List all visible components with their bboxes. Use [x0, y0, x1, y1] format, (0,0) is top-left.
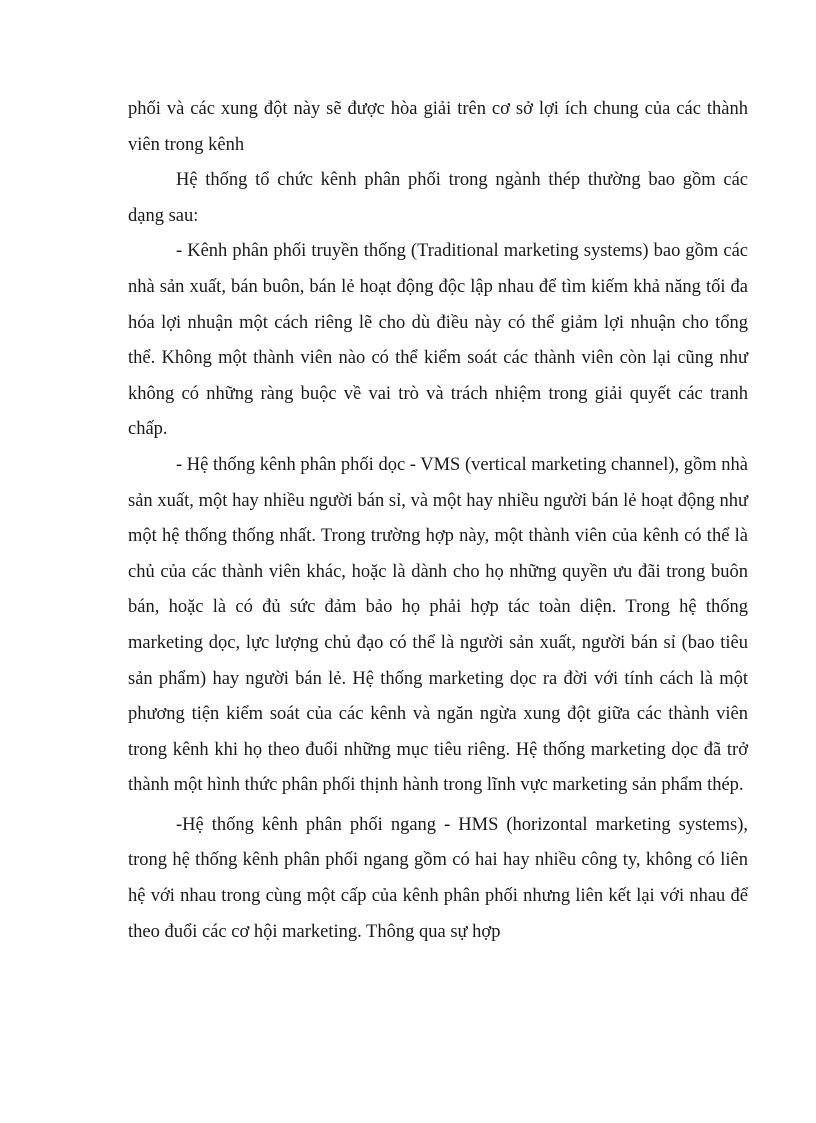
- paragraph-vertical-channel: - Hệ thống kênh phân phối dọc - VMS (vertical marketing channel), gồm nhà sản xuất, một hay nhiều người bán sỉ, và một hay nhiều người bán lẻ hoạt động như một hệ thống thống nhất. Trong trường hợp này, một thành viên của kênh có thể là chủ của các thành viên khác, hoặc là dành cho họ những quyền ưu đãi trong buôn bán, hoặc là có đủ sức đảm bảo họ phải hợp tác toàn diện. Trong hệ thống marketing dọc, lực lượng chủ đạo có thể là người sản xuất, người bán sỉ (bao tiêu sản phẩm) hay người bán lẻ. Hệ thống marketing dọc ra đời với tính cách là một phương tiện kiểm soát của các kênh và ngăn ngừa xung đột giữa các thành viên trong kênh khi họ theo đuổi những mục tiêu riêng. Hệ thống marketing dọc đã trở thành một hình thức phân phối thịnh hành trong lĩnh vực marketing sản phẩm thép.: [128, 454, 748, 796]
- paragraph-continuation: phối và các xung đột này sẽ được hòa giải trên cơ sở lợi ích chung của các thành viên trong kênh: [128, 99, 748, 155]
- paragraph-traditional-channel: - Kênh phân phối truyền thống (Traditional marketing systems) bao gồm các nhà sản xuất, bán buôn, bán lẻ hoạt động độc lập nhau để tìm kiếm khả năng tối đa hóa lợi nhuận một cách riêng lẽ cho dù điều này có thể giảm lợi nhuận cho tổng thể. Không một thành viên nào có thể kiểm soát các thành viên còn lại cũng như không có những ràng buộc về vai trò và trách nhiệm trong giải quyết các tranh chấp.: [128, 241, 748, 440]
- paragraph-horizontal-channel: -Hệ thống kênh phân phối ngang - HMS (horizontal marketing systems), trong hệ thống kênh phân phối ngang gồm có hai hay nhiều công ty, không có liên hệ với nhau trong cùng một cấp của kênh phân phối nhưng liên kết lại với nhau để theo đuổi các cơ hội marketing. Thông qua sự hợp: [128, 814, 748, 942]
- paragraph-intro: Hệ thống tổ chức kênh phân phối trong ngành thép thường bao gồm các dạng sau:: [128, 170, 748, 226]
- document-page: [128, 92, 748, 950]
